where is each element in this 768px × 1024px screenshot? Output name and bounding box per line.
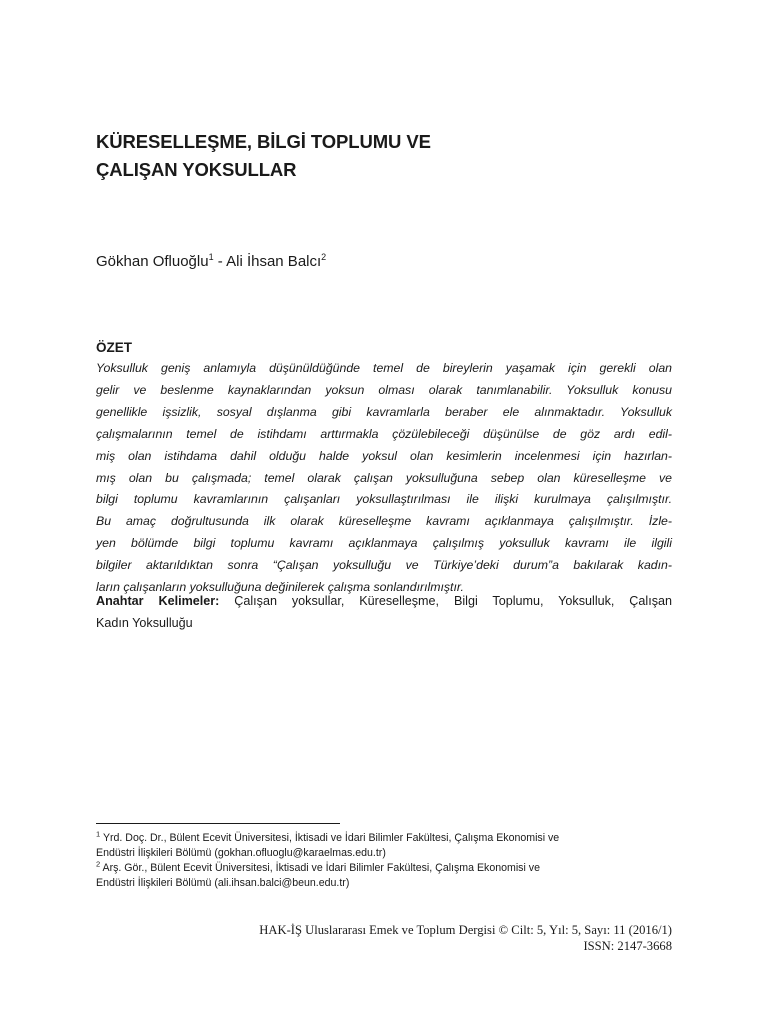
journal-footer [259,922,672,954]
abstract-heading: ÖZET [96,340,132,355]
abstract-line: gelir ve beslenme kaynaklarından yoksun olması olarak tanımlanabilir. Yoksulluk konusu [96,382,672,397]
author-name: Gökhan Ofluoğlu [96,253,209,270]
abstract-line: çalışmalarının temel de istihdamı arttırmakla çözülebileceği düşünülse de göz ardı edil- [96,426,672,441]
footnote-text: Yrd. Doç. Dr., Bülent Ecevit Üniversitesi, İktisadi ve İdari Bilimler Fakültesi, Çalışma Ekonomisi ve [102,832,560,844]
author-list [96,252,326,272]
abstract-line: miş olan istihdama dahil olduğu halde yoksul olan kesimlerin incelenmesi için hazırlan- [96,448,672,463]
abstract-line: Yoksulluk geniş anlamıyla düşünüldüğünde temel de bireylerin yaşamak için gerekli olan [96,361,672,375]
keywords-text: Kadın Yoksulluğu [96,616,193,630]
keywords-text: Çalışan yoksullar, Küreselleşme, Bilgi Toplumu, Yoksulluk, Çalışan [234,594,673,608]
abstract-line: Bu amaç doğrultusunda ilk olarak küreselleşme kavramı açıklanmaya çalışılmıştır. İzle- [96,514,672,529]
title-line-1: KÜRESELLEŞME, BİLGİ TOPLUMU VE [96,131,431,152]
footnote-text: Endüstri İlişkileri Bölümü (gokhan.ofluoglu@karaelmas.edu.tr) [96,847,386,859]
title-line-2: ÇALIŞAN YOKSULLAR [96,159,297,180]
author-separator: - [213,253,227,270]
abstract-line: bilgiler aktarıldıktan sonra “Çalışan yoksulluğu ve Türkiye’deki durum”a bakılarak kadın- [96,558,672,573]
abstract-line: genellikle işsizlik, sosyal dışlanma gibi kavramlarla beraber ele alınmaktadır. Yoksulluk [96,404,672,419]
footnote-text: Arş. Gör., Bülent Ecevit Üniversitesi, İktisadi ve İdari Bilimler Fakültesi, Çalışma Ekonomisi ve [102,862,540,874]
paper-title [96,128,676,184]
keywords-block [96,590,672,634]
footnote-ref: 2 [321,252,327,262]
abstract-line: bilgi toplumu kavramlarının çalışanları yoksullaştırılması ile ilişki kurulmaya çalışılmıştır. [96,492,672,507]
footnotes [96,831,696,891]
keywords-label: Anahtar Kelimeler: [96,594,220,608]
abstract-line: mış olan bu çalışmada; temel olarak çalışan yoksulluğuna sebep olan küreselleşme ve [96,470,672,485]
footnote-ref: 1 [208,252,214,262]
abstract-body [96,358,672,599]
abstract-line: ların çalışanların yoksulluğuna değinilerek çalışma sonlandırılmıştır. [96,580,464,595]
footnote-number: 1 [96,829,101,839]
footnote-divider [96,823,340,824]
footnote-text: Endüstri İlişkileri Bölümü (ali.ihsan.balci@beun.edu.tr) [96,877,350,889]
author-name: Ali İhsan Balcı [226,253,322,270]
abstract-line: yen bölümde bilgi toplumu kavramı açıklanmaya çalışılmış yoksulluk kavramı ile ilgili [96,536,672,551]
journal-citation: HAK-İŞ Uluslararası Emek ve Toplum Dergisi © Cilt: 5, Yıl: 5, Sayı: 11 (2016/1) [259,923,672,937]
footnote-number: 2 [96,859,101,869]
journal-issn: ISSN: 2147-3668 [583,939,672,953]
